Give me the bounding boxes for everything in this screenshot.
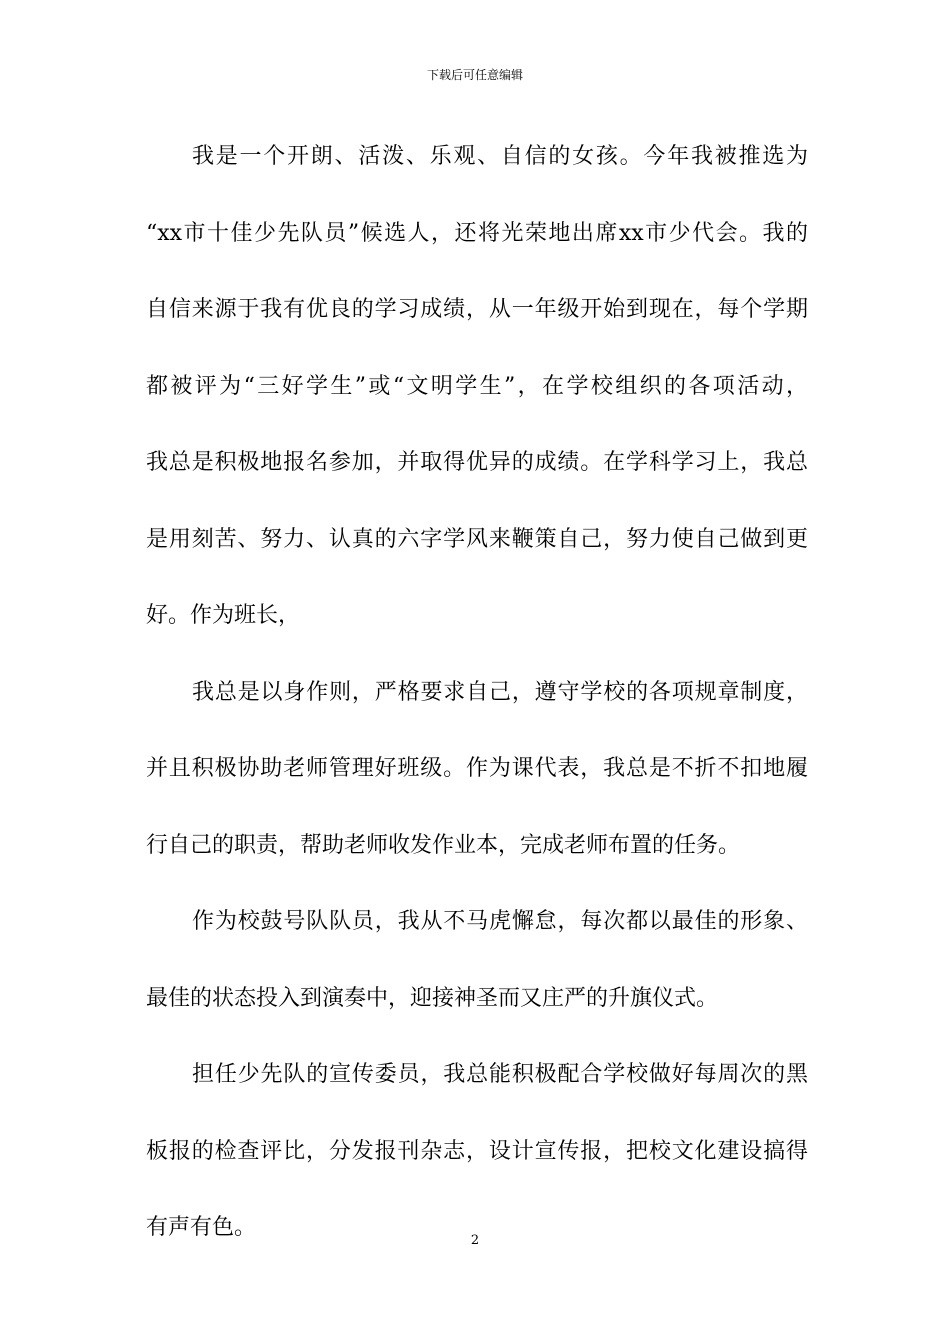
paragraph-line: 我总是积极地报名参加，并取得优异的成绩。在学科学习上，我总 <box>146 450 808 475</box>
paragraph-line: 有声有色。 <box>146 1215 257 1240</box>
paragraph-line: 并且积极协助老师管理好班级。作为课代表，我总是不折不扣地履 <box>146 756 808 781</box>
paragraph-line: 都被评为“三好学生”或“文明学生”，在学校组织的各项活动， <box>146 373 808 399</box>
paragraph-line: 作为校鼓号队队员，我从不马虎懈怠，每次都以最佳的形象、 <box>192 909 808 934</box>
paragraph-line: 好。作为班长， <box>146 603 301 628</box>
paragraph-line: 板报的检查评比，分发报刊杂志，设计宣传报，把校文化建设搞得 <box>146 1138 808 1164</box>
page-header: 下载后可任意编辑 <box>426 68 523 82</box>
paragraph-line: 行自己的职责，帮助老师收发作业本，完成老师布置的任务。 <box>146 832 741 858</box>
paragraph-line: 我总是以身作则，严格要求自己，遵守学校的各项规章制度， <box>192 679 808 705</box>
paragraph-line: 自信来源于我有优良的学习成绩，从一年级开始到现在，每个学期 <box>146 297 808 322</box>
paragraph-line: “xx市十佳少先队员”候选人，还将光荣地出席xx市少代会。我的 <box>146 220 808 246</box>
paragraph-line: 是用刻苦、努力、认真的六字学风来鞭策自己，努力使自己做到更 <box>146 526 808 552</box>
paragraph-line: 我是一个开朗、活泼、乐观、自信的女孩。今年我被推选为 <box>192 144 808 169</box>
document-body <box>146 131 808 1279</box>
paragraph-line: 担任少先队的宣传委员，我总能积极配合学校做好每周次的黑 <box>192 1062 808 1087</box>
page-number: 2 <box>470 1233 480 1248</box>
paragraph-line: 最佳的状态投入到演奏中，迎接神圣而又庄严的升旗仪式。 <box>146 985 719 1011</box>
